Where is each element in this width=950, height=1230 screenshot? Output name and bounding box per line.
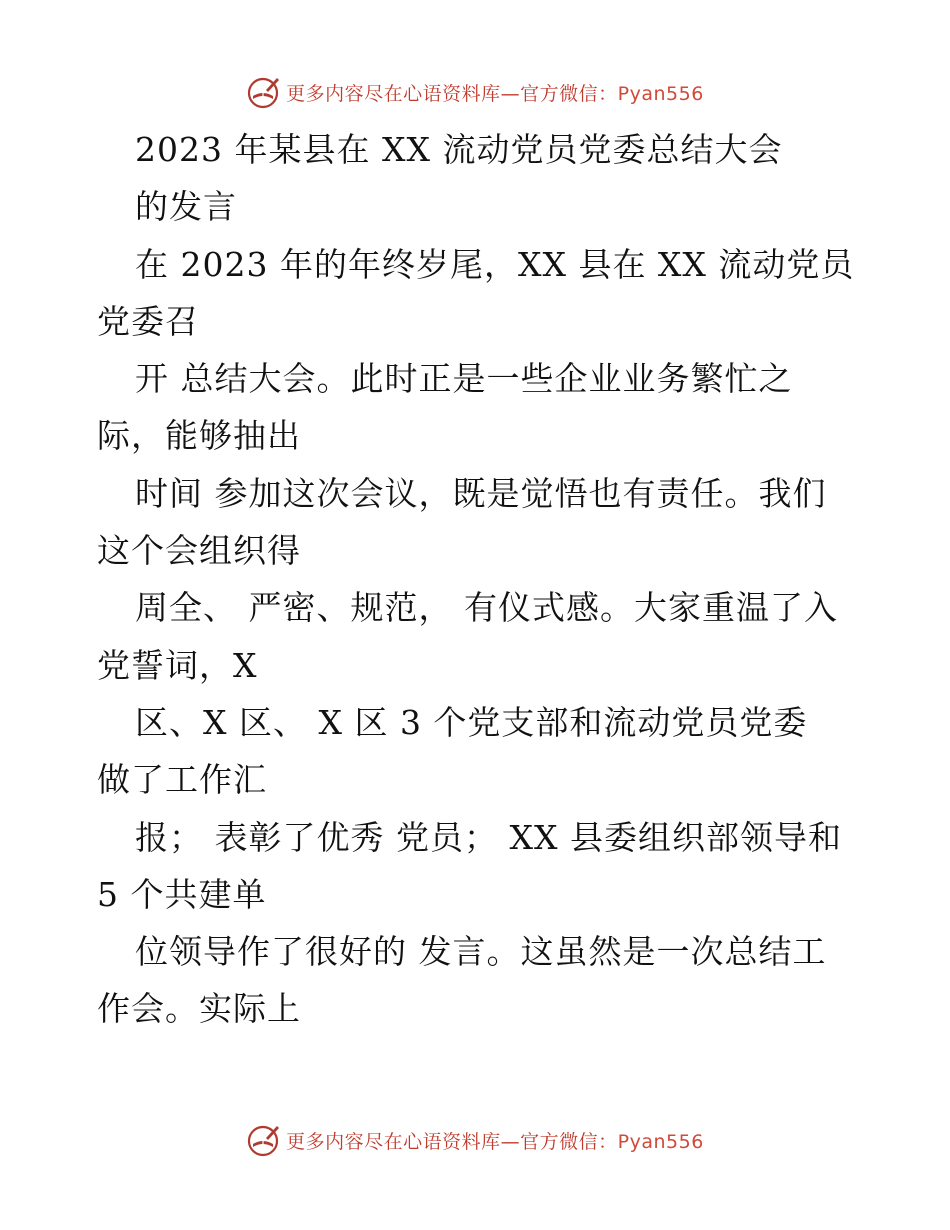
- text-line: 位领导作了很好的 发言。这虽然是一次总结工: [135, 932, 827, 972]
- banner-wechat-id: Pyan556: [617, 1130, 704, 1153]
- text-line: 区、X 区、 X 区 3 个党支部和流动党员党委: [135, 702, 808, 742]
- text-line: 的发言: [135, 187, 237, 227]
- document-body: [97, 121, 877, 1038]
- text-line: 时间 参加这次会议，既是觉悟也有责任。我们: [135, 473, 827, 513]
- banner-wechat-id: Pyan556: [617, 82, 704, 105]
- footer-watermark: [0, 1120, 950, 1160]
- text-line: 在 2023 年的年终岁尾，XX 县在 XX 流动党员: [135, 244, 855, 284]
- banner-main-text: 更多内容尽在心语资料库—官方微信：: [286, 1130, 618, 1153]
- text-line: 报； 表彰了优秀 党员； XX 县委组织部领导和: [135, 817, 842, 857]
- text-line: 党誓词，X: [97, 645, 258, 685]
- book-pen-logo-icon: [246, 74, 282, 110]
- banner-main-text: 更多内容尽在心语资料库—官方微信：: [286, 82, 618, 105]
- book-pen-logo-icon: [246, 1122, 282, 1158]
- text-line: 这个会组织得: [97, 531, 301, 571]
- text-line: 作会。实际上: [97, 989, 301, 1029]
- text-line: 周全、 严密、规范， 有仪式感。大家重温了入: [135, 588, 838, 628]
- header-watermark: [0, 72, 950, 112]
- text-line: 5 个共建单: [97, 874, 267, 914]
- text-line: 做了工作汇: [97, 760, 267, 800]
- text-line: 党委召: [97, 301, 199, 341]
- text-line: 2023 年某县在 XX 流动党员党委总结大会: [135, 130, 783, 169]
- text-line: 开 总结大会。此时正是一些企业业务繁忙之: [135, 359, 793, 399]
- text-line: 际，能够抽出: [97, 416, 301, 456]
